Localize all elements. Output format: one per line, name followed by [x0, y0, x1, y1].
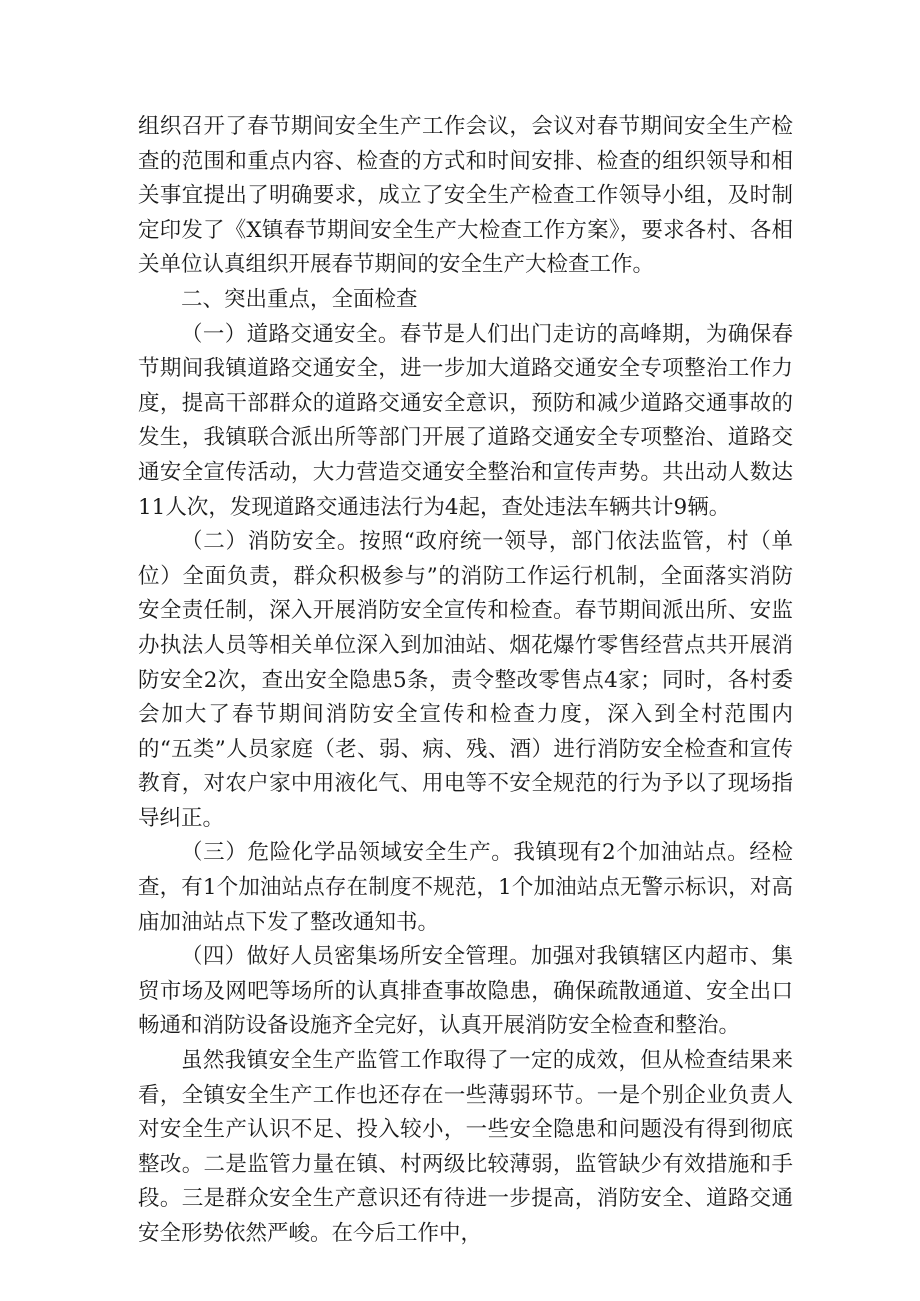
- paragraph-weaknesses: 虽然我镇安全生产监管工作取得了一定的成效，但从检查结果来看，全镇安全生产工作也还存在一些薄弱环节。一是个别企业负责人对安全生产认识不足、投入较小，一些安全隐患和问题没有得到彻底整改。二是监管力量在镇、村两级比较薄弱，监管缺少有效措施和手段。三是群众安全生产意识还有待进一步提高，消防安全、道路交通安全形势依然严峻。在今后工作中，: [138, 1048, 793, 1246]
- paragraph-hazardous-chemicals: （三）危险化学品领域安全生产。我镇现有2个加油站点。经检查，有1个加油站点存在制度不规范，1个加油站点无警示标识，对高庙加油站点下发了整改通知书。: [138, 840, 793, 935]
- paragraph-meeting-summary: 组织召开了春节期间安全生产工作会议，会议对春节期间安全生产检查的范围和重点内容、检查的方式和时间安排、检查的组织领导和相关事宜提出了明确要求，成立了安全生产检查工作领导小组，及时制定印发了《X镇春节期间安全生产大检查工作方案》，要求各村、各相关单位认真组织开展春节期间的安全生产大检查工作。: [138, 114, 793, 278]
- section-heading-key-inspection: 二、突出重点，全面检查: [181, 286, 418, 312]
- paragraph-fire-safety: （二）消防安全。按照“政府统一领导，部门依法监管，村（单位）全面负责，群众积极参与”的消防工作运行机制，全面落实消防安全责任制，深入开展消防安全宣传和检查。春节期间派出所、安监办执法人员等相关单位深入到加油站、烟花爆竹零售经营点共开展消防安全2次，查出安全隐患5条，责令整改零售点4家；同时，各村委会加大了春节期间消防安全宣传和检查力度，深入到全村范围内的“五类”人员家庭（老、弱、病、残、酒）进行消防安全检查和宣传教育，对农户家中用液化气、用电等不安全规范的行为予以了现场指导纠正。: [138, 529, 793, 831]
- paragraph-road-traffic-safety: （一）道路交通安全。春节是人们出门走访的高峰期，为确保春节期间我镇道路交通安全，进一步加大道路交通安全专项整治工作力度，提高干部群众的道路交通安全意识，预防和减少道路交通事故的发生，我镇联合派出所等部门开展了道路交通安全专项整治、道路交通安全宣传活动，大力营造交通安全整治和宣传声势。共出动人数达11人次，发现道路交通违法行为4起，查处违法车辆共计9辆。: [138, 321, 793, 520]
- paragraph-crowded-places: （四）做好人员密集场所安全管理。加强对我镇辖区内超市、集贸市场及网吧等场所的认真排查事故隐患，确保疏散通道、安全出口畅通和消防设备设施齐全完好，认真开展消防安全检查和整治。: [138, 944, 793, 1039]
- document-page: [138, 110, 793, 1252]
